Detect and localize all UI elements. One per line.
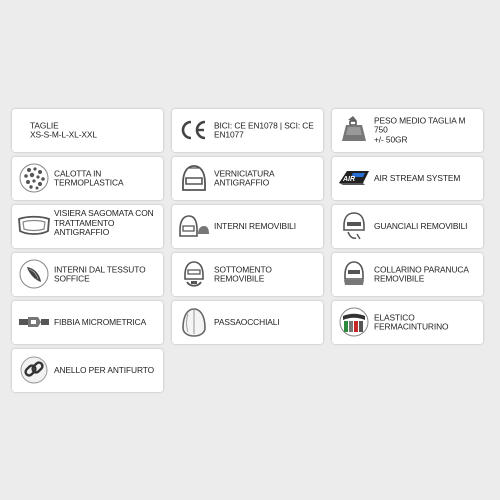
feature-text: [54, 318, 159, 328]
air-stream-logo-icon: [337, 161, 371, 195]
feature-line: ANTIGRAFFIO: [214, 177, 270, 188]
feature-line: INTERNI REMOVIBILI: [214, 220, 296, 231]
feature-card-calotta: [12, 157, 163, 200]
feature-text: [54, 169, 159, 188]
feature-line: BICI: CE EN1078 | SCI: CE: [214, 119, 314, 130]
feature-card-antifurto: [12, 349, 163, 392]
feature-line: GUANCIALI REMOVIBILI: [374, 220, 468, 231]
feature-line: VISIERA SAGOMATA CON: [54, 208, 154, 218]
visor-icon: [17, 209, 51, 243]
elastic-strap-icon: [337, 305, 371, 339]
feature-text: [54, 366, 159, 376]
feature-line: ANTIGRAFFIO: [54, 227, 110, 238]
feature-line: +/- 50GR: [374, 134, 408, 145]
feature-line: PESO MEDIO TAGLIA M 750: [374, 115, 466, 135]
feature-line: INTERNI DAL TESSUTO: [54, 263, 146, 274]
feature-line: SOTTOMENTO REMOVIBILE: [214, 263, 272, 284]
neck-collar-icon: [337, 257, 371, 291]
soft-fabric-icon: [17, 257, 51, 291]
feature-line: REMOVIBILE: [374, 273, 425, 284]
buckle-icon: [17, 305, 51, 339]
feature-text: [374, 313, 479, 332]
feature-text: [54, 265, 159, 284]
feature-card-visiera: [12, 205, 163, 248]
glasses-helmet-icon: [177, 305, 211, 339]
feature-line: VERNICIATURA: [214, 167, 275, 178]
feature-text: [54, 209, 159, 238]
feature-line: COLLARINO PARANUCA: [374, 263, 469, 274]
removable-liner-icon: [177, 209, 211, 243]
feature-card-collarino: [332, 253, 483, 296]
ce-mark-icon: [177, 113, 211, 147]
feature-line: XS-S-M-L-XL-XXL: [30, 129, 97, 140]
feature-text: [214, 121, 319, 140]
feature-line: SOFFICE: [54, 273, 90, 284]
air-logo-text: AIR: [343, 176, 356, 183]
feature-line: TAGLIE: [30, 119, 59, 130]
feature-line: PASSAOCCHIALI: [214, 316, 280, 327]
shell-texture-icon: [17, 161, 51, 195]
chin-guard-icon: [177, 257, 211, 291]
feature-text: [374, 265, 479, 284]
feature-text: [214, 169, 319, 188]
feature-text: [30, 121, 159, 140]
feature-line: AIR STREAM SYSTEM: [374, 172, 461, 183]
feature-card-interni: [172, 205, 323, 248]
feature-text: [374, 174, 479, 184]
feature-card-passaocchiali: [172, 301, 323, 344]
helmet-front-icon: [177, 161, 211, 195]
feature-card-peso: [332, 109, 483, 152]
feature-card-guanciali: [332, 205, 483, 248]
feature-line: CALOTTA IN: [54, 167, 102, 178]
cheek-pads-icon: [337, 209, 371, 243]
feature-card-airstream: [332, 157, 483, 200]
feature-line: TRATTAMENTO: [54, 217, 115, 228]
feature-card-sottomento: [172, 253, 323, 296]
feature-card-tessuto: [12, 253, 163, 296]
feature-line: TERMOPLASTICA: [54, 177, 124, 188]
feature-card-ce: [172, 109, 323, 152]
weight-icon: [337, 113, 371, 147]
feature-card-verniciatura: [172, 157, 323, 200]
feature-line: ELASTICO FERMACINTURINO: [374, 311, 449, 332]
feature-line: FIBBIA MICROMETRICA: [54, 316, 147, 327]
feature-text: [214, 318, 319, 328]
feature-text: [214, 222, 319, 232]
chain-link-icon: [17, 353, 51, 387]
feature-card-elastico: [332, 301, 483, 344]
feature-line: EN1077: [214, 129, 244, 140]
feature-card-taglie: [12, 109, 163, 152]
feature-text: [214, 265, 319, 284]
feature-line: ANELLO PER ANTIFURTO: [54, 364, 155, 375]
feature-text: [374, 222, 479, 232]
feature-card-fibbia: [12, 301, 163, 344]
feature-text: [374, 116, 479, 145]
